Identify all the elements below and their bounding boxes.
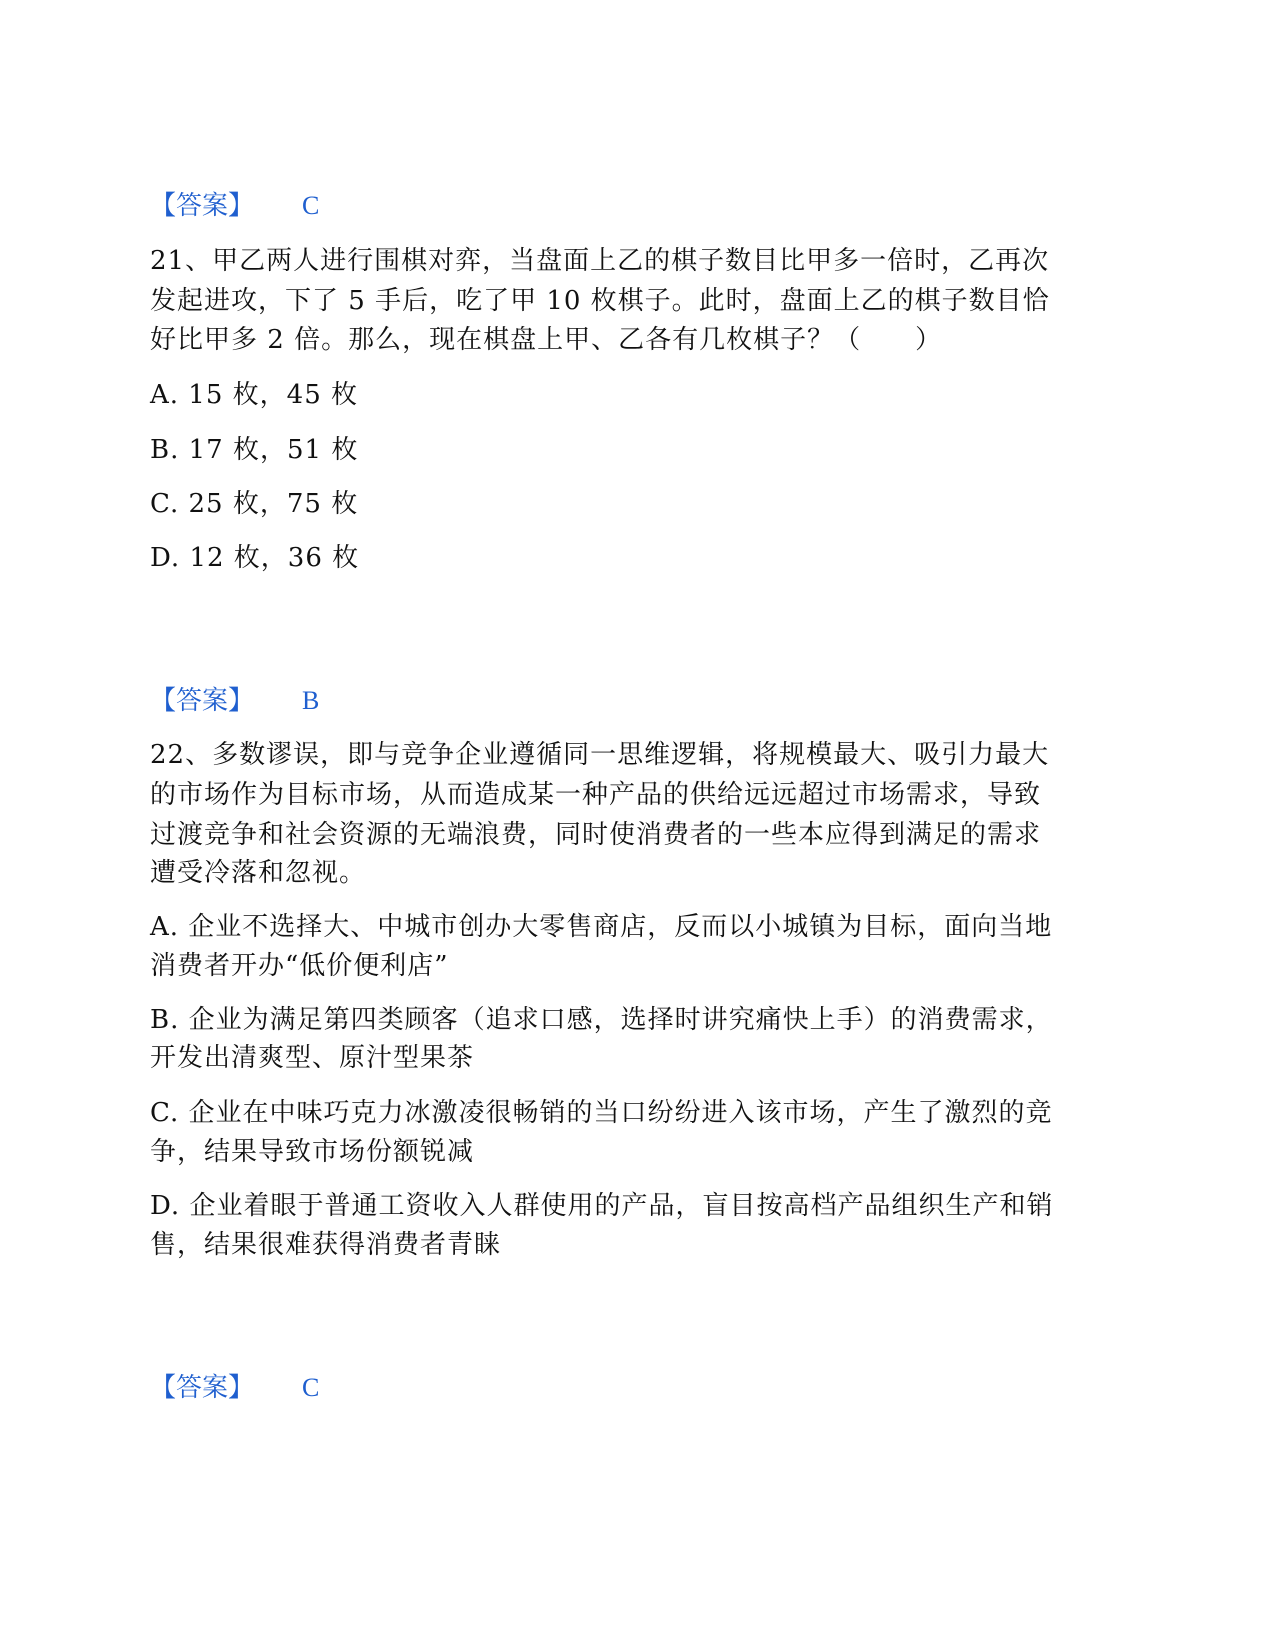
q22-option-c-line-1: C. 企业在中味巧克力冰激凌很畅销的当口纷纷进入该市场，产生了激烈的竞: [150, 1098, 1053, 1128]
answer-tag: 【答案】: [150, 191, 255, 221]
q22-option-b-line-2: 开发出清爽型、原汁型果茶: [150, 1043, 475, 1073]
q22-option-a-line-1: A. 企业不选择大、中城市创办大零售商店，反而以小城镇为目标，面向当地: [150, 912, 1053, 942]
q21-option-c: C. 25 枚，75 枚: [150, 489, 359, 519]
q22-stem-line-4: 遭受冷落和忽视。: [150, 858, 367, 888]
answer-value: B: [302, 686, 320, 715]
q22-option-d-line-1: D. 企业着眼于普通工资收入人群使用的产品，盲目按高档产品组织生产和销: [150, 1191, 1054, 1221]
q21-stem-line-2: 发起进攻，下了 5 手后，吃了甲 10 枚棋子。此时，盘面上乙的棋子数目恰: [150, 286, 1050, 316]
q21-stem-line-3: 好比甲多 2 倍。那么，现在棋盘上甲、乙各有几枚棋子？（ ）: [150, 325, 943, 355]
q22-option-a-line-2: 消费者开办“低价便利店”: [150, 951, 449, 981]
q22-option-b-line-1: B. 企业为满足第四类顾客（追求口感，选择时讲究痛快上手）的消费需求，: [150, 1005, 1053, 1035]
answer-line-3: [150, 1373, 319, 1403]
q22-option-d-line-2: 售，结果很难获得消费者青睐: [150, 1230, 502, 1260]
answer-line-1: [150, 191, 319, 221]
q21-option-d: D. 12 枚，36 枚: [150, 543, 360, 573]
q22-stem-line-1: 22、多数谬误，即与竞争企业遵循同一思维逻辑，将规模最大、吸引力最大: [150, 740, 1050, 770]
answer-value: C: [302, 191, 320, 220]
answer-value: C: [302, 1373, 320, 1402]
q21-stem-line-1: 21、甲乙两人进行围棋对弈，当盘面上乙的棋子数目比甲多一倍时，乙再次: [150, 246, 1050, 276]
answer-line-2: [150, 686, 319, 716]
answer-tag: 【答案】: [150, 686, 255, 716]
q22-stem-line-3: 过渡竞争和社会资源的无端浪费，同时使消费者的一些本应得到满足的需求: [150, 820, 1042, 850]
q22-stem-line-2: 的市场作为目标市场，从而造成某一种产品的供给远远超过市场需求，导致: [150, 780, 1042, 810]
q21-option-a: A. 15 枚，45 枚: [150, 380, 359, 410]
q21-option-b: B. 17 枚，51 枚: [150, 435, 359, 465]
answer-tag: 【答案】: [150, 1373, 255, 1403]
q22-option-c-line-2: 争，结果导致市场份额锐减: [150, 1137, 475, 1167]
